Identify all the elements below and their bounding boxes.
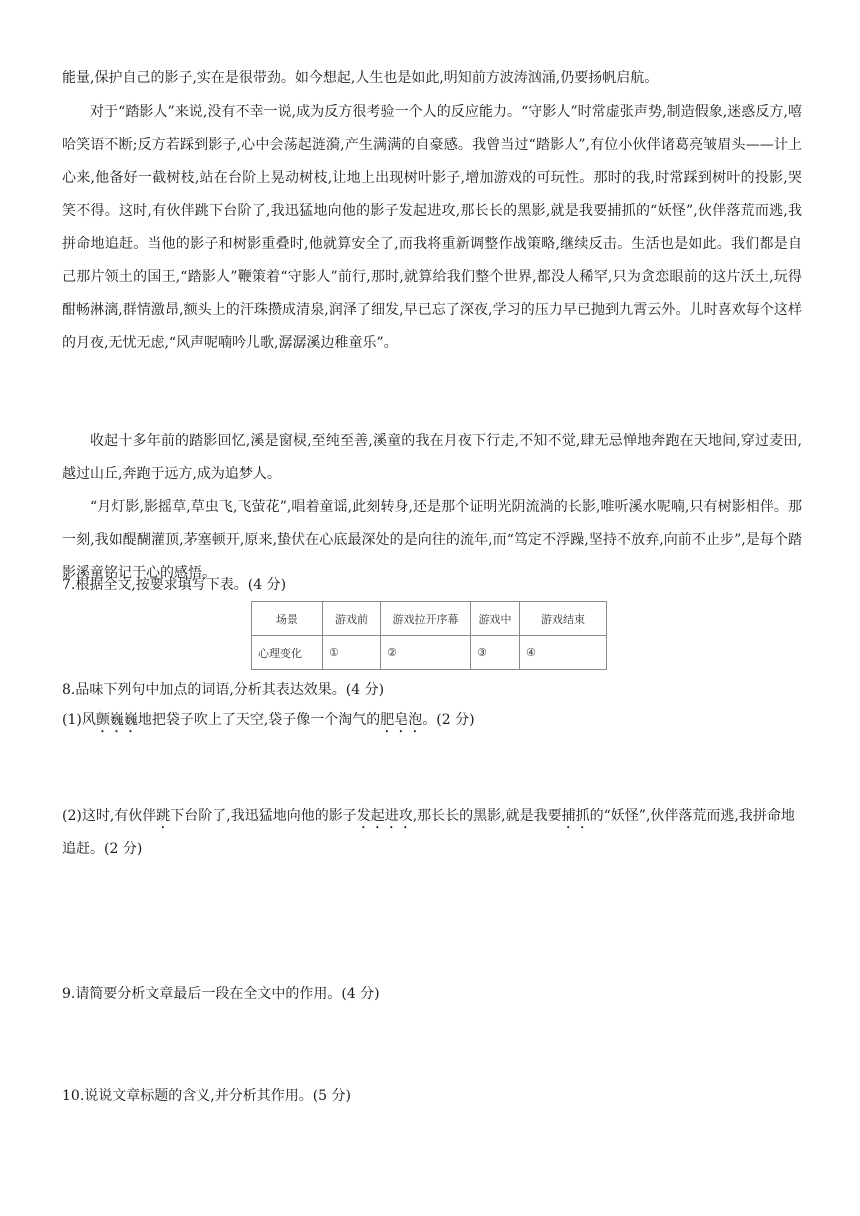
question-7: 7.根据全文,按要求填写下表。(4 分) bbox=[62, 577, 287, 593]
passage-paragraph-3: “月灯影,影摇草,草虫飞,飞萤花”,唱着童谣,此刻转身,还是那个证明光阴流淌的长影,唯听溪水呢喃,只有树影相伴。那一刻,我如醍醐灌顶,茅塞顿开,原来,蛰伏在心底最深处的是向往的流年,而“笃定不浮躁,坚持不放弃,向前不止步”,是每个踏影溪童铭记于心的感悟。 bbox=[62, 499, 802, 581]
question-8: 8.品味下列句中加点的词语,分析其表达效果。(4 分) bbox=[62, 682, 385, 698]
table-header-cell: 游戏结束 bbox=[520, 602, 607, 636]
answer-blank-3[interactable]: ③ bbox=[471, 636, 520, 670]
dotted-word: 跳 bbox=[156, 808, 171, 824]
passage-paragraph-2: 收起十多年前的踏影回忆,溪是窗棂,至纯至善,溪童的我在月夜下行走,不知不觉,肆无忌惮地奔跑在天地间,穿过麦田,越过山丘,奔跑于远方,成为追梦人。 bbox=[62, 433, 802, 482]
question-8-sentence-1 bbox=[62, 710, 807, 736]
table-row bbox=[252, 636, 607, 670]
passage-paragraph-1: 对于“踏影人”来说,没有不幸一说,成为反方很考验一个人的反应能力。“守影人”时常虚张声势,制造假象,迷惑反方,嘻哈笑语不断;反方若踩到影子,心中会荡起涟漪,产生满满的自豪感。我曾当过“踏影人”,有位小伙伴诸葛亮皱眉头——计上心来,他备好一截树枝,站在台阶上晃动树枝,让地上出现树叶影子,增加游戏的可玩性。那时的我,时常踩到树叶的投影,哭笑不得。这时,有伙伴跳下台阶了,我迅猛地向他的影子发起进攻,那长长的黑影,就是我要捕抓的“妖怪”,伙伴落荒而逃,我拼命地追赶。当他的影子和树影重叠时,他就算安全了,而我将重新调整作战策略,继续反击。生活也是如此。我们都是自己那片领土的国王,“踏影人”鞭策着“守影人”前行,那时,就算给我们整个世界,都没人稀罕,只为贪恋眼前的这片沃土,玩得酣畅淋漓,群情激昂,额头上的汗珠攒成清泉,润泽了细发,早已忘了深夜,学习的压力早已抛到九霄云外。儿时喜欢每个这样的月夜,无忧无虑,“风声呢喃吟儿歌,潺潺溪边稚童乐”。 bbox=[62, 104, 802, 351]
dotted-word: 肥皂泡 bbox=[380, 712, 423, 728]
sentence-text: 的“妖怪”,伙伴落荒而逃,我拼命地追赶。(2 分) bbox=[62, 808, 795, 857]
sentence-text: (2)这时,有伙伴 bbox=[62, 808, 157, 824]
table-header-cell: 游戏拉开序幕 bbox=[381, 602, 471, 636]
table-header-cell: 场景 bbox=[252, 602, 323, 636]
sentence-text: 地把袋子吹上了天空,袋子像一个淘气的 bbox=[137, 712, 381, 728]
sentence-text: ,那长长的黑影,就是我要 bbox=[412, 808, 562, 824]
dotted-word: 颤巍巍 bbox=[95, 712, 138, 728]
table-header-cell: 游戏中 bbox=[471, 602, 520, 636]
dotted-word: 发起进攻 bbox=[356, 808, 413, 824]
answer-blank-2[interactable]: ② bbox=[381, 636, 471, 670]
question-9: 9.请简要分析文章最后一段在全文中的作用。(4 分) bbox=[62, 986, 380, 1002]
sentence-text: (1)风 bbox=[62, 712, 96, 728]
answer-blank-1[interactable]: ① bbox=[323, 636, 381, 670]
question-8-sentence-2 bbox=[62, 800, 807, 866]
table-row-label: 心理变化 bbox=[252, 636, 323, 670]
answer-blank-4[interactable]: ④ bbox=[520, 636, 607, 670]
psychology-change-table bbox=[251, 601, 607, 670]
sentence-text: 。(2 分) bbox=[422, 712, 475, 728]
table-header-cell: 游戏前 bbox=[323, 602, 381, 636]
question-10: 10.说说文章标题的含义,并分析其作用。(5 分) bbox=[62, 1088, 351, 1104]
table-header-row bbox=[252, 602, 607, 636]
sentence-text: 下台阶了,我迅猛地向他的影子 bbox=[170, 808, 357, 824]
passage-paragraph-0: 能量,保护自己的影子,实在是很带劲。如今想起,人生也是如此,明知前方波涛汹涌,仍要扬帆启航。 bbox=[62, 70, 659, 86]
dotted-word: 捕抓 bbox=[561, 808, 590, 824]
